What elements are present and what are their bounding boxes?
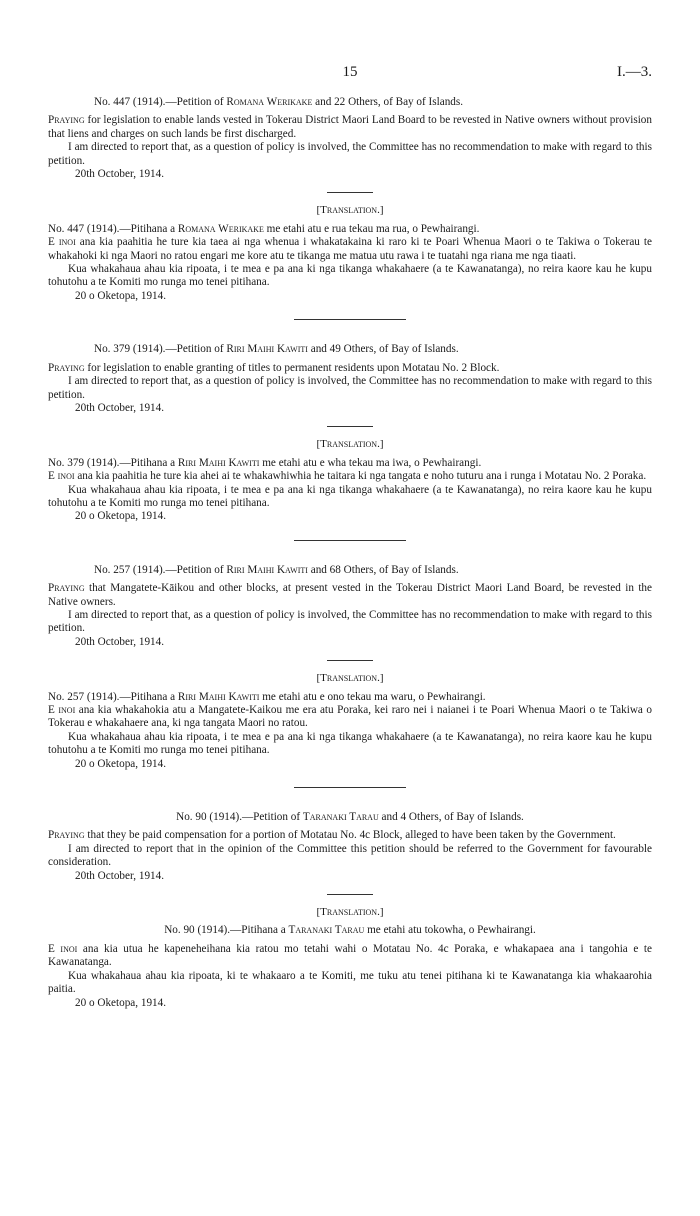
short-divider xyxy=(327,192,373,193)
translation-prayer xyxy=(48,943,652,970)
translation-date: 20 o Oketopa, 1914. xyxy=(75,996,167,1009)
petition-section xyxy=(48,96,652,303)
translation-report: Kua whakahaua ahau kia ripoata, ki te whakaaro a te Komiti, me tuku atu tenei pitihana ki te Kawanatanga kia whakaarohia paitia. xyxy=(48,969,652,996)
petition-title-text: and 22 Others, of Bay of Islands. xyxy=(312,96,464,108)
translation-date: 20 o Oketopa, 1914. xyxy=(75,510,167,523)
report-paragraph: I am directed to report that, as a question of policy is involved, the Committee has no recommendation to make with regard to this petition. xyxy=(48,375,652,401)
prayer-lead: E inoi xyxy=(48,704,76,716)
short-divider xyxy=(327,660,373,661)
petition-title xyxy=(48,564,652,577)
translation-heading: [Translation.] xyxy=(316,438,384,451)
report-date: 20th October, 1914. xyxy=(75,869,165,882)
petition-title-text: No. 447 (1914).—Petition of xyxy=(94,96,227,108)
prayer-text: for legislation to enable lands vested in Tokerau District Maori Land Board to be revested in Native owners without provision that liens and charges on such lands be first discharged. xyxy=(48,114,652,140)
translation-title-text: me etahi atu e ono tekau ma waru, o Pewhairangi. xyxy=(259,690,486,703)
prayer-text: that Mangatete-Kāikou and other blocks, at present vested in the Tokerau District Maori Land Board, be revested in the Native owners. xyxy=(48,582,652,608)
petition-title xyxy=(48,96,652,109)
translation-report: Kua whakahaua ahau kia ripoata, i te mea e pa ana ki nga tikanga whakahaere (a te Kawanatanga), no reira kaore kau he kupu tohutohu a te Komiti mo runga mo tenei pitihana. xyxy=(48,483,652,509)
petition-title-text: and 68 Others, of Bay of Islands. xyxy=(307,563,459,576)
prayer-lead: Praying xyxy=(48,114,85,127)
translation-title-text: No. 447 (1914).—Pitihana a xyxy=(48,222,178,235)
prayer-text: for legislation to enable granting of titles to permanent residents upon Motatau No. 2 Block. xyxy=(84,361,500,374)
petitioner-name: Riri Maihi Kawiti xyxy=(226,563,308,576)
document-reference: I.—3. xyxy=(617,64,652,80)
translation-title xyxy=(48,457,652,470)
petitioner-name: Romana Werikake xyxy=(177,222,264,235)
report-date: 20th October, 1914. xyxy=(75,401,165,414)
section-divider xyxy=(294,787,406,788)
translation-heading: [Translation.] xyxy=(316,672,384,685)
petition-title-text: No. 379 (1914).—Petition of xyxy=(94,343,227,356)
translation-title xyxy=(48,924,652,937)
translation-prayer xyxy=(48,236,652,263)
prayer-text: that they be paid compensation for a portion of Motatau No. 4c Block, alleged to have been taken by the Government. xyxy=(84,829,616,842)
petition-title-text: and 49 Others, of Bay of Islands. xyxy=(307,343,459,356)
prayer-paragraph xyxy=(48,582,652,609)
prayer-lead: E inoi xyxy=(48,470,75,483)
translation-title-text: No. 379 (1914).—Pitihana a xyxy=(48,456,178,469)
translation-report: Kua whakahaua ahau kia ripoata, i te mea e pa ana ki nga tikanga whakahaere (a te Kawanatanga), no reira kaore kau he kupu tohutohu a te Komiti mo runga mo tenei pitihana. xyxy=(48,263,652,289)
translation-title-text: No. 257 (1914).—Pitihana a xyxy=(48,690,178,703)
translation-prayer xyxy=(48,470,652,483)
translation-report: Kua whakahaua ahau kia ripoata, i te mea e pa ana ki nga tikanga whakahaere (a te Kawanatanga), no reira kaore kau he kupu tohutohu a te Komiti mo runga mo tenei pitihana. xyxy=(48,730,652,757)
report-date: 20th October, 1914. xyxy=(75,635,165,648)
translation-heading: [Translation.] xyxy=(316,204,384,217)
prayer-lead: Praying xyxy=(48,361,85,374)
petition-section xyxy=(48,564,652,771)
prayer-lead: E inoi xyxy=(48,236,76,249)
translation-date: 20 o Oketopa, 1914. xyxy=(75,289,167,302)
petitioner-name: Riri Maihi Kawiti xyxy=(177,456,260,469)
section-divider xyxy=(294,319,406,320)
report-paragraph: I am directed to report that in the opinion of the Committee this petition should be referred to the Government for favourable consideration. xyxy=(48,842,652,869)
translation-title-text: me etahi atu e wha tekau ma iwa, o Pewhairangi. xyxy=(259,456,482,469)
short-divider xyxy=(327,894,373,895)
translation-prayer xyxy=(48,704,652,731)
report-paragraph: I am directed to report that, as a question of policy is involved, the Committee has no recommendation to make with regard to this petition. xyxy=(48,608,652,635)
petition-section xyxy=(48,811,652,1010)
page-header xyxy=(48,64,652,84)
prayer-text: ana kia paahitia he ture kia ahei ai te whakawhiwhia he taitara ki nga tangata e noho tuturu ana i runga i Motatau No. 2 Poraka. xyxy=(74,470,647,483)
translation-title xyxy=(48,223,652,236)
prayer-paragraph xyxy=(48,114,652,141)
petitioner-name: Riri Maihi Kawiti xyxy=(177,690,260,703)
prayer-text: ana kia whakahokia atu a Mangatete-Kaikou me era atu Poraka, kei raro nei i naianei i te Poari Whenua Maori o te Takiwa o Tokerau e whakahaere ana, ki nga tangata Maori no ratou. xyxy=(48,704,652,730)
translation-title xyxy=(48,691,652,704)
prayer-text: ana kia utua he kapeneheihana kia ratou mo tetahi wahi o Motatau No. 4c Poraka, e whakapaea ana i tangohia e te Kawanatanga. xyxy=(48,942,652,969)
prayer-lead: E inoi xyxy=(48,942,78,955)
translation-title-text: me etahi atu tokowha, o Pewhairangi. xyxy=(364,924,536,937)
page-number: 15 xyxy=(342,64,358,80)
translation-title-text: me etahi atu e rua tekau ma rua, o Pewhairangi. xyxy=(263,222,480,235)
petition-title-text: No. 90 (1914).—Petition of xyxy=(176,811,303,824)
petitioner-name: Taranaki Tarau xyxy=(288,924,365,937)
report-paragraph: I am directed to report that, as a question of policy is involved, the Committee has no recommendation to make with regard to this petition. xyxy=(48,141,652,167)
translation-date: 20 o Oketopa, 1914. xyxy=(75,757,167,770)
short-divider xyxy=(327,426,373,427)
prayer-lead: Praying xyxy=(48,829,85,842)
report-date: 20th October, 1914. xyxy=(75,168,165,181)
petition-section xyxy=(48,343,652,523)
petitioner-name: Romana Werikake xyxy=(226,96,313,108)
prayer-paragraph xyxy=(48,829,652,842)
petition-title xyxy=(48,811,652,824)
translation-title-text: No. 90 (1914).—Pitihana a xyxy=(164,924,289,937)
prayer-paragraph xyxy=(48,362,652,375)
petition-title-text: No. 257 (1914).—Petition of xyxy=(94,563,227,576)
prayer-lead: Praying xyxy=(48,582,85,595)
section-divider xyxy=(294,540,406,541)
prayer-text: ana kia paahitia he ture kia taea ai nga whenua i whakatakaina ki raro ki te Poari Whenua Maori o te Takiwa o Tokerau te whakahoki ki nga Maori no ratou engari me kore atu te tikanga me matua utu rawa i te tuatahi nga riana me nga tiaati. xyxy=(48,236,652,262)
petition-title xyxy=(48,343,652,356)
petitioner-name: Riri Maihi Kawiti xyxy=(226,343,308,356)
petition-title-text: and 4 Others, of Bay of Islands. xyxy=(378,811,524,824)
translation-heading: [Translation.] xyxy=(316,906,384,919)
petitioner-name: Taranaki Tarau xyxy=(302,811,379,824)
document-body xyxy=(48,96,652,1010)
